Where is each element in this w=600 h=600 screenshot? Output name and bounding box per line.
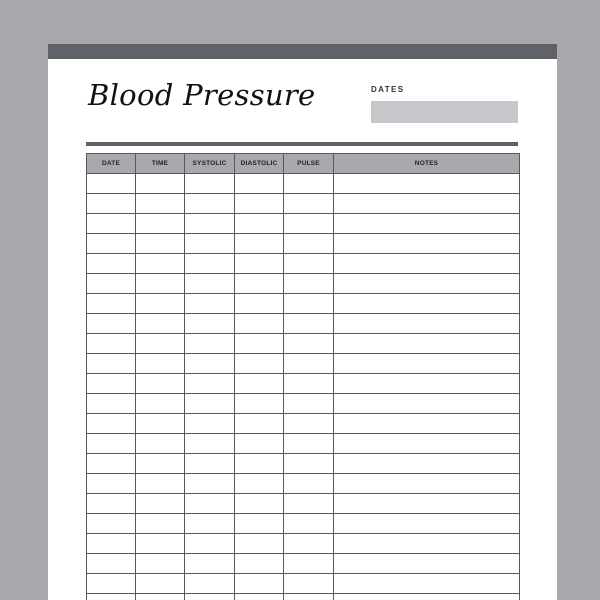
cell-time[interactable] [136,334,185,354]
cell-pulse[interactable] [284,454,334,474]
cell-pulse[interactable] [284,514,334,534]
cell-diastolic[interactable] [235,194,284,214]
cell-diastolic[interactable] [235,594,284,600]
table-row [87,394,520,414]
cell-diastolic[interactable] [235,394,284,414]
cell-date[interactable] [87,294,136,314]
column-header-time: TIME [136,154,185,174]
cell-date[interactable] [87,314,136,334]
cell-notes[interactable] [334,474,520,494]
cell-notes[interactable] [334,494,520,514]
cell-diastolic[interactable] [235,434,284,454]
cell-notes[interactable] [334,194,520,214]
cell-time[interactable] [136,514,185,534]
cell-diastolic[interactable] [235,414,284,434]
cell-notes[interactable] [334,254,520,274]
cell-date[interactable] [87,274,136,294]
cell-notes[interactable] [334,274,520,294]
cell-systolic[interactable] [185,174,235,194]
cell-pulse[interactable] [284,314,334,334]
cell-pulse[interactable] [284,294,334,314]
cell-diastolic[interactable] [235,334,284,354]
cell-pulse[interactable] [284,334,334,354]
cell-notes[interactable] [334,214,520,234]
cell-date[interactable] [87,234,136,254]
cell-systolic[interactable] [185,554,235,574]
table-row [87,214,520,234]
cell-pulse[interactable] [284,274,334,294]
cell-diastolic[interactable] [235,294,284,314]
cell-systolic[interactable] [185,354,235,374]
cell-pulse[interactable] [284,434,334,454]
cell-time[interactable] [136,254,185,274]
cell-diastolic[interactable] [235,274,284,294]
cell-date[interactable] [87,334,136,354]
cell-notes[interactable] [334,514,520,534]
cell-systolic[interactable] [185,494,235,514]
cell-systolic[interactable] [185,474,235,494]
cell-systolic[interactable] [185,574,235,594]
cell-time[interactable] [136,274,185,294]
cell-pulse[interactable] [284,594,334,600]
table-row [87,194,520,214]
cell-pulse[interactable] [284,194,334,214]
cell-systolic[interactable] [185,514,235,534]
table-row [87,534,520,554]
cell-time[interactable] [136,494,185,514]
cell-date[interactable] [87,374,136,394]
cell-pulse[interactable] [284,354,334,374]
cell-diastolic[interactable] [235,354,284,374]
cell-time[interactable] [136,394,185,414]
cell-diastolic[interactable] [235,214,284,234]
cell-date[interactable] [87,574,136,594]
cell-systolic[interactable] [185,274,235,294]
table-row [87,354,520,374]
log-body [87,174,520,600]
cell-date[interactable] [87,254,136,274]
table-row [87,594,520,600]
cell-notes[interactable] [334,574,520,594]
cell-notes[interactable] [334,234,520,254]
cell-time[interactable] [136,374,185,394]
cell-date[interactable] [87,494,136,514]
table-row [87,494,520,514]
cell-pulse[interactable] [284,494,334,514]
cell-diastolic[interactable] [235,494,284,514]
cell-date[interactable] [87,394,136,414]
cell-notes[interactable] [334,354,520,374]
cell-date[interactable] [87,474,136,494]
cell-pulse[interactable] [284,574,334,594]
cell-pulse[interactable] [284,374,334,394]
cell-date[interactable] [87,594,136,600]
cell-pulse[interactable] [284,414,334,434]
cell-date[interactable] [87,514,136,534]
cell-diastolic[interactable] [235,174,284,194]
cell-diastolic[interactable] [235,454,284,474]
cell-time[interactable] [136,214,185,234]
cell-systolic[interactable] [185,334,235,354]
cell-date[interactable] [87,214,136,234]
cell-time[interactable] [136,194,185,214]
cell-notes[interactable] [334,394,520,414]
column-header-systolic: SYSTOLIC [185,154,235,174]
cell-time[interactable] [136,174,185,194]
cell-pulse[interactable] [284,234,334,254]
cell-time[interactable] [136,554,185,574]
cell-pulse[interactable] [284,174,334,194]
top-band [48,44,557,59]
cell-systolic[interactable] [185,294,235,314]
cell-time[interactable] [136,454,185,474]
cell-notes[interactable] [334,414,520,434]
cell-date[interactable] [87,354,136,374]
cell-date[interactable] [87,174,136,194]
cell-notes[interactable] [334,454,520,474]
cell-diastolic[interactable] [235,374,284,394]
cell-systolic[interactable] [185,454,235,474]
cell-pulse[interactable] [284,394,334,414]
table-row [87,274,520,294]
cell-systolic[interactable] [185,434,235,454]
cell-diastolic[interactable] [235,514,284,534]
dates-label: DATES [371,85,405,94]
cell-diastolic[interactable] [235,254,284,274]
dates-field[interactable] [371,101,518,123]
cell-notes[interactable] [334,434,520,454]
cell-systolic[interactable] [185,214,235,234]
cell-notes[interactable] [334,314,520,334]
cell-systolic[interactable] [185,254,235,274]
cell-notes[interactable] [334,554,520,574]
cell-time[interactable] [136,474,185,494]
cell-time[interactable] [136,594,185,600]
cell-systolic[interactable] [185,414,235,434]
table-row [87,254,520,274]
cell-pulse[interactable] [284,214,334,234]
cell-diastolic[interactable] [235,474,284,494]
column-header-date: DATE [87,154,136,174]
cell-time[interactable] [136,354,185,374]
cell-systolic[interactable] [185,234,235,254]
cell-notes[interactable] [334,534,520,554]
header-row [87,154,520,174]
cell-systolic[interactable] [185,314,235,334]
table-row [87,374,520,394]
column-header-notes: NOTES [334,154,520,174]
cell-date[interactable] [87,454,136,474]
cell-time[interactable] [136,434,185,454]
log-table [86,153,520,600]
table-row [87,294,520,314]
cell-pulse[interactable] [284,554,334,574]
table-row [87,454,520,474]
cell-notes[interactable] [334,594,520,600]
cell-time[interactable] [136,414,185,434]
cell-time[interactable] [136,234,185,254]
table-row [87,414,520,434]
table-row [87,174,520,194]
divider [86,142,518,146]
table-row [87,234,520,254]
cell-date[interactable] [87,434,136,454]
cell-date[interactable] [87,554,136,574]
cell-notes[interactable] [334,174,520,194]
cell-date[interactable] [87,534,136,554]
cell-pulse[interactable] [284,534,334,554]
cell-date[interactable] [87,414,136,434]
cell-diastolic[interactable] [235,574,284,594]
cell-systolic[interactable] [185,194,235,214]
table-row [87,434,520,454]
cell-notes[interactable] [334,294,520,314]
cell-pulse[interactable] [284,254,334,274]
cell-diastolic[interactable] [235,534,284,554]
table-row [87,474,520,494]
cell-systolic[interactable] [185,374,235,394]
page-title: Blood Pressure [88,78,316,112]
cell-date[interactable] [87,194,136,214]
table-row [87,334,520,354]
planner-page [48,44,557,600]
cell-time[interactable] [136,294,185,314]
cell-systolic[interactable] [185,594,235,600]
cell-diastolic[interactable] [235,314,284,334]
cell-time[interactable] [136,534,185,554]
cell-time[interactable] [136,574,185,594]
table-row [87,314,520,334]
column-header-pulse: PULSE [284,154,334,174]
cell-systolic[interactable] [185,534,235,554]
cell-diastolic[interactable] [235,554,284,574]
cell-time[interactable] [136,314,185,334]
cell-diastolic[interactable] [235,234,284,254]
cell-systolic[interactable] [185,394,235,414]
cell-notes[interactable] [334,374,520,394]
cell-pulse[interactable] [284,474,334,494]
table-row [87,574,520,594]
cell-notes[interactable] [334,334,520,354]
column-header-diastolic: DIASTOLIC [235,154,284,174]
table-row [87,554,520,574]
table-row [87,514,520,534]
